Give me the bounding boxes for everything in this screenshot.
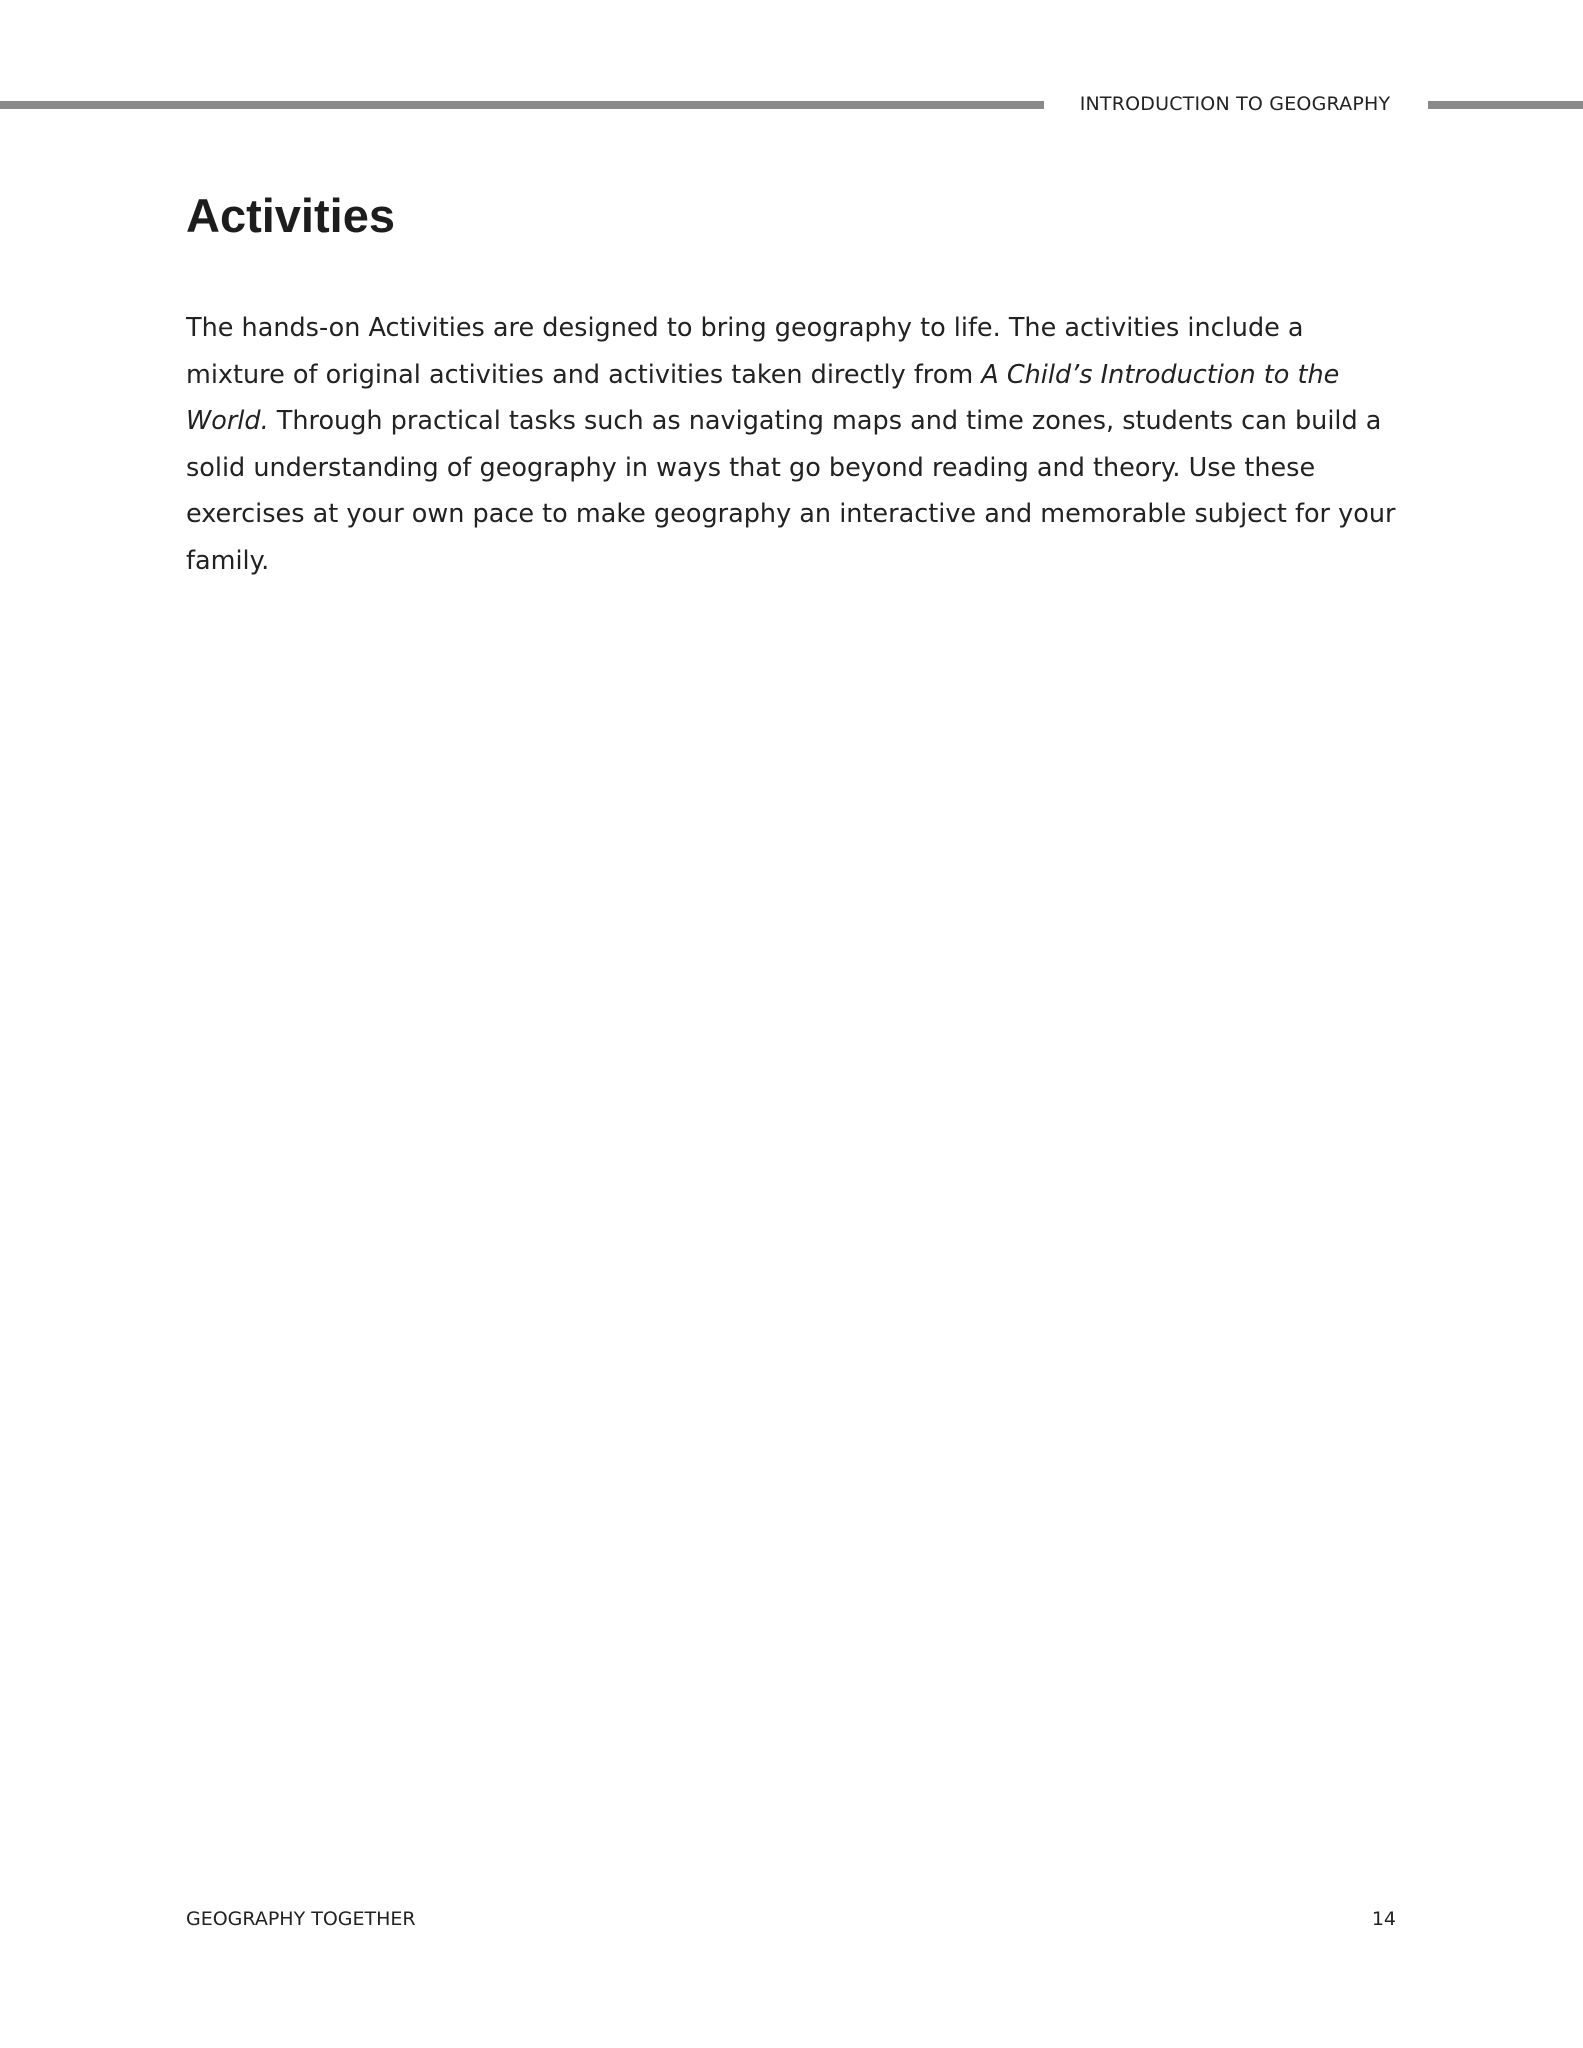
running-footer: GEOGRAPHY TOGETHER [186,1908,416,1930]
section-title: Activities [186,189,395,242]
book-title: A Child’s Introduction to the World. [186,359,1340,436]
header-rule-right [1428,101,1583,109]
header-rule-left [0,101,1044,109]
body-paragraph [186,305,1396,584]
running-header: INTRODUCTION TO GEOGRAPHY [1079,93,1391,115]
paragraph-text-end: Through practical tasks such as navigating maps and time zones, students can build a solid understanding of geography in ways that go beyond reading and theory. Use these exercises at your own pace to make geography an interactive and memorable subject for your family. [186,406,1396,576]
paragraph-text-start: The hands-on Activities are designed to bring geography to life. The activities include a mixture of original activities and activities taken directly from [186,313,1304,390]
page-number: 14 [1371,1908,1396,1930]
